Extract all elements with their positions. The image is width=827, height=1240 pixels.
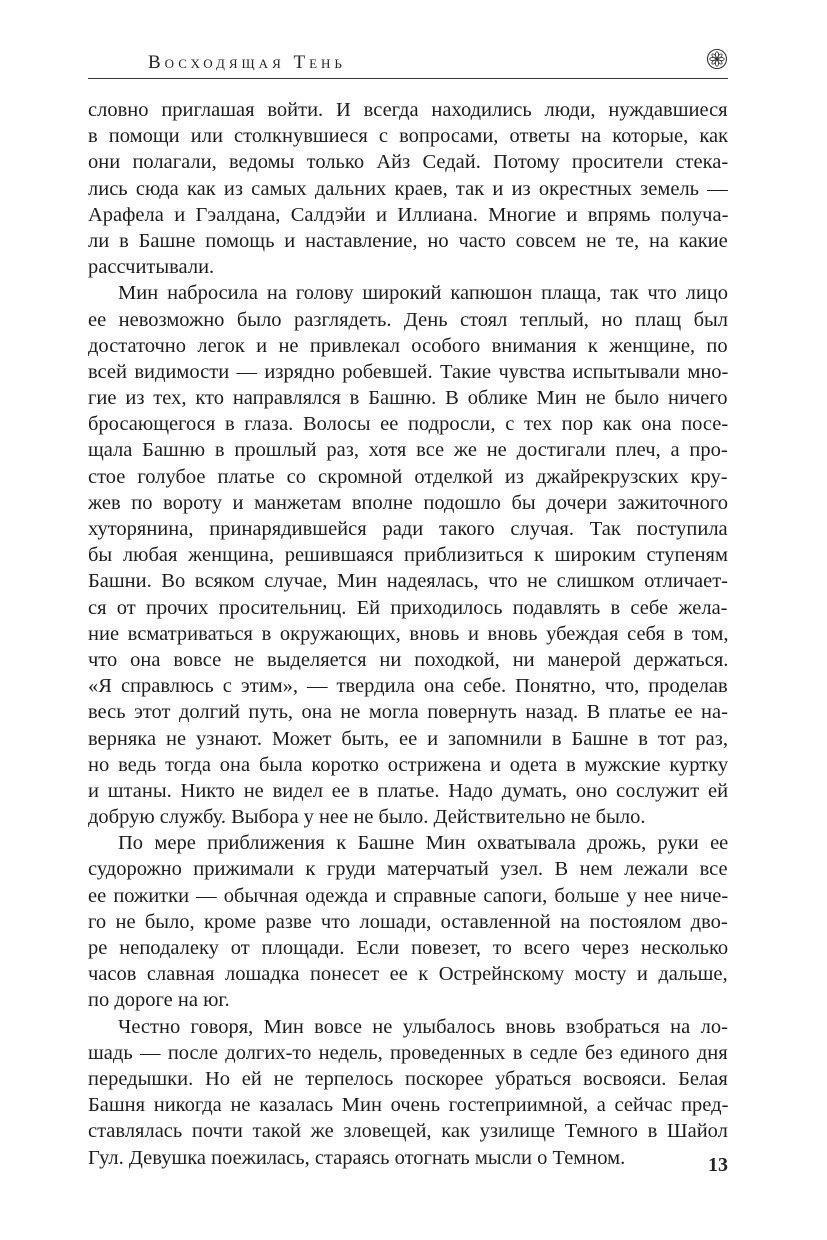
text-line: ся от прочих просительниц. Ей приходилось подавлять в себе жела- bbox=[88, 596, 728, 619]
text-line: лись сюда как из самых дальних краев, так и из окрестных земель — bbox=[88, 177, 728, 200]
text-line: Честно говоря, Мин вовсе не улыбалось вновь взобраться на ло- bbox=[118, 1015, 728, 1038]
page-number: 13 bbox=[708, 1154, 728, 1176]
text-line: судорожно прижимали к груди матерчатый узел. В нем лежали все bbox=[88, 858, 728, 881]
text-line: щала Башню в прошлый раз, хотя все же не достигали плеч, а про- bbox=[88, 439, 728, 462]
text-line: ее пожитки — обычная одежда и справные сапоги, больше у нее ниче- bbox=[88, 884, 729, 907]
text-line: ли в Башне помощь и наставление, но часто совсем не те, на какие bbox=[88, 229, 728, 252]
text-line: добрую службу. Выбора у нее не было. Действительно не было. bbox=[88, 806, 646, 829]
page-header bbox=[88, 44, 728, 78]
header-rule bbox=[88, 78, 728, 79]
paragraph-3 bbox=[88, 830, 728, 1013]
text-line: бросающегося в глаза. Волосы ее подросли, с тех пор как она посе- bbox=[88, 413, 729, 436]
text-line: словно приглашая войти. И всегда находились люди, нуждавшиеся bbox=[88, 99, 728, 121]
text-line: достаточно легок и не привлекал особого внимания к женщине, по bbox=[88, 334, 728, 357]
text-line: Мин набросила на голову широкий капюшон плаща, так что лицо bbox=[118, 282, 729, 305]
text-line: рассчитывали. bbox=[88, 256, 215, 279]
text-line: по дороге на юг. bbox=[88, 989, 230, 1012]
text-line: всей видимости — изрядно робевшей. Такие чувства испытывали мно- bbox=[88, 360, 729, 383]
paragraph-1 bbox=[88, 97, 728, 280]
text-line: Башни. Во всяком случае, Мин надеялась, что не слишком отличает- bbox=[88, 570, 728, 593]
text-line: передышки. Но ей не терпелось поскорее убраться восвояси. Белая bbox=[88, 1067, 728, 1090]
text-line: стое голубое платье со скромной отделкой из джайрекрузских кру- bbox=[88, 465, 728, 488]
text-line: и штаны. Никто не видел ее в платье. Надо думать, оно сослужит ей bbox=[88, 779, 729, 802]
flower-ornament-icon bbox=[706, 48, 728, 70]
text-line: Башня никогда не казалась Мин очень гостеприимной, а сейчас пред- bbox=[88, 1094, 729, 1117]
text-line: весь этот долгий путь, она не могла повернуть назад. В платье ее на- bbox=[88, 701, 728, 724]
text-line: Гул. Девушка поежилась, стараясь отогнать мысли о Темном. bbox=[88, 1146, 626, 1169]
text-line: что она вовсе не выделяется ни походкой, ни манерой держаться. bbox=[88, 648, 729, 671]
text-line: часов славная лошадка понесет ее к Острейнскому мосту и дальше, bbox=[88, 963, 728, 986]
text-line: жев по вороту и манжетам вполне подошло бы дочери зажиточного bbox=[88, 491, 729, 514]
text-line: По мере приближения к Башне Мин охватывала дрожь, руки ее bbox=[118, 832, 729, 855]
paragraph-4 bbox=[88, 1014, 728, 1171]
text-line: ее невозможно было разглядеть. День стоял теплый, но плащ был bbox=[88, 308, 729, 331]
text-line: но ведь тогда она была коротко острижена и одета в мужские куртку bbox=[88, 753, 729, 776]
paragraph-2 bbox=[88, 280, 728, 830]
body-text bbox=[88, 97, 728, 1171]
text-line: ре неподалеку от площади. Если повезет, то всего через несколько bbox=[88, 937, 729, 959]
text-line: го не было, кроме разве что лошади, оставленной на постоялом дво- bbox=[88, 910, 728, 933]
text-line: ние всматриваться в окружающих, вновь и вновь убеждая себя в том, bbox=[88, 622, 729, 645]
text-line: в помощи или столкнувшиеся с вопросами, ответы на которые, как bbox=[88, 125, 729, 148]
text-line: гие из тех, кто направлялся в Башню. В облике Мин не было ничего bbox=[88, 387, 728, 410]
running-head: Восходящая Тень bbox=[148, 52, 346, 73]
text-line: бы любая женщина, решившаяся приблизиться к широким ступеням bbox=[88, 544, 728, 567]
text-line: они полагали, ведомы только Айз Седай. Потому просители стека- bbox=[88, 151, 729, 174]
text-line: ставлялась почти такой же зловещей, как узилище Темного в Шайол bbox=[88, 1120, 728, 1143]
text-line: хуторянина, принарядившейся ради такого случая. Так поступила bbox=[88, 518, 728, 540]
text-line: шадь — после долгих-то недель, проведенных в седле без единого дня bbox=[88, 1041, 728, 1064]
text-line: Арафела и Гэалдана, Салдэйи и Иллиана. Многие и впрямь получа- bbox=[88, 203, 729, 226]
text-line: «Я справлюсь с этим», — твердила она себе. Понятно, что, проделав bbox=[88, 675, 728, 698]
text-line: верняка не узнают. Может быть, ее и запомнили в Башне в тот раз, bbox=[88, 727, 728, 750]
